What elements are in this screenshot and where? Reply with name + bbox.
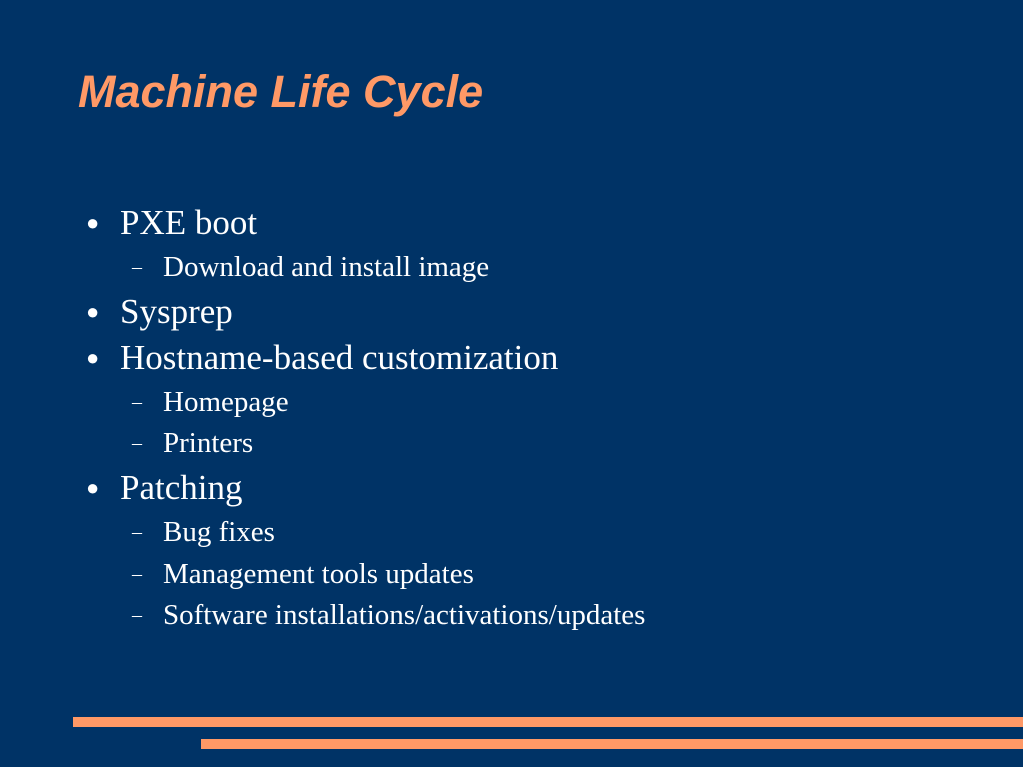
bullet-label: PXE boot <box>120 203 258 242</box>
dash-icon: – <box>132 432 142 454</box>
bullet-item-pxe-boot <box>86 201 257 245</box>
bullet-dot-icon: ● <box>86 345 100 370</box>
sub-bullet-label: Management tools updates <box>163 558 474 590</box>
bullet-dot-icon: ● <box>86 299 100 324</box>
sub-bullet-label: Bug fixes <box>163 516 275 548</box>
sub-bullet-item-download-install <box>132 248 489 286</box>
bullet-item-patching <box>86 466 242 510</box>
dash-icon: – <box>132 604 142 626</box>
sub-bullet-item-printers <box>132 424 253 462</box>
bullet-label: Patching <box>120 468 243 507</box>
bullet-dot-icon: ● <box>86 475 100 500</box>
dash-icon: – <box>132 256 142 278</box>
sub-bullet-item-management-tools <box>132 555 474 593</box>
sub-bullet-label: Download and install image <box>163 251 490 283</box>
sub-bullet-item-homepage <box>132 383 289 421</box>
sub-bullet-label: Software installations/activations/updates <box>163 599 646 631</box>
dash-icon: – <box>132 563 142 585</box>
dash-icon: – <box>132 521 142 543</box>
decorative-bar-top <box>73 717 1023 727</box>
sub-bullet-item-bug-fixes <box>132 513 275 551</box>
slide-title: Machine Life Cycle <box>78 66 484 117</box>
bullet-dot-icon: ● <box>86 210 100 235</box>
bullet-label: Sysprep <box>120 292 233 331</box>
decorative-bar-bottom <box>201 739 1023 749</box>
dash-icon: – <box>132 391 142 413</box>
sub-bullet-label: Printers <box>163 427 254 459</box>
bullet-item-sysprep <box>86 290 233 334</box>
sub-bullet-item-software-installations <box>132 596 645 634</box>
sub-bullet-label: Homepage <box>163 386 289 418</box>
bullet-label: Hostname-based customization <box>120 338 559 377</box>
bullet-item-hostname-customization <box>86 336 558 380</box>
